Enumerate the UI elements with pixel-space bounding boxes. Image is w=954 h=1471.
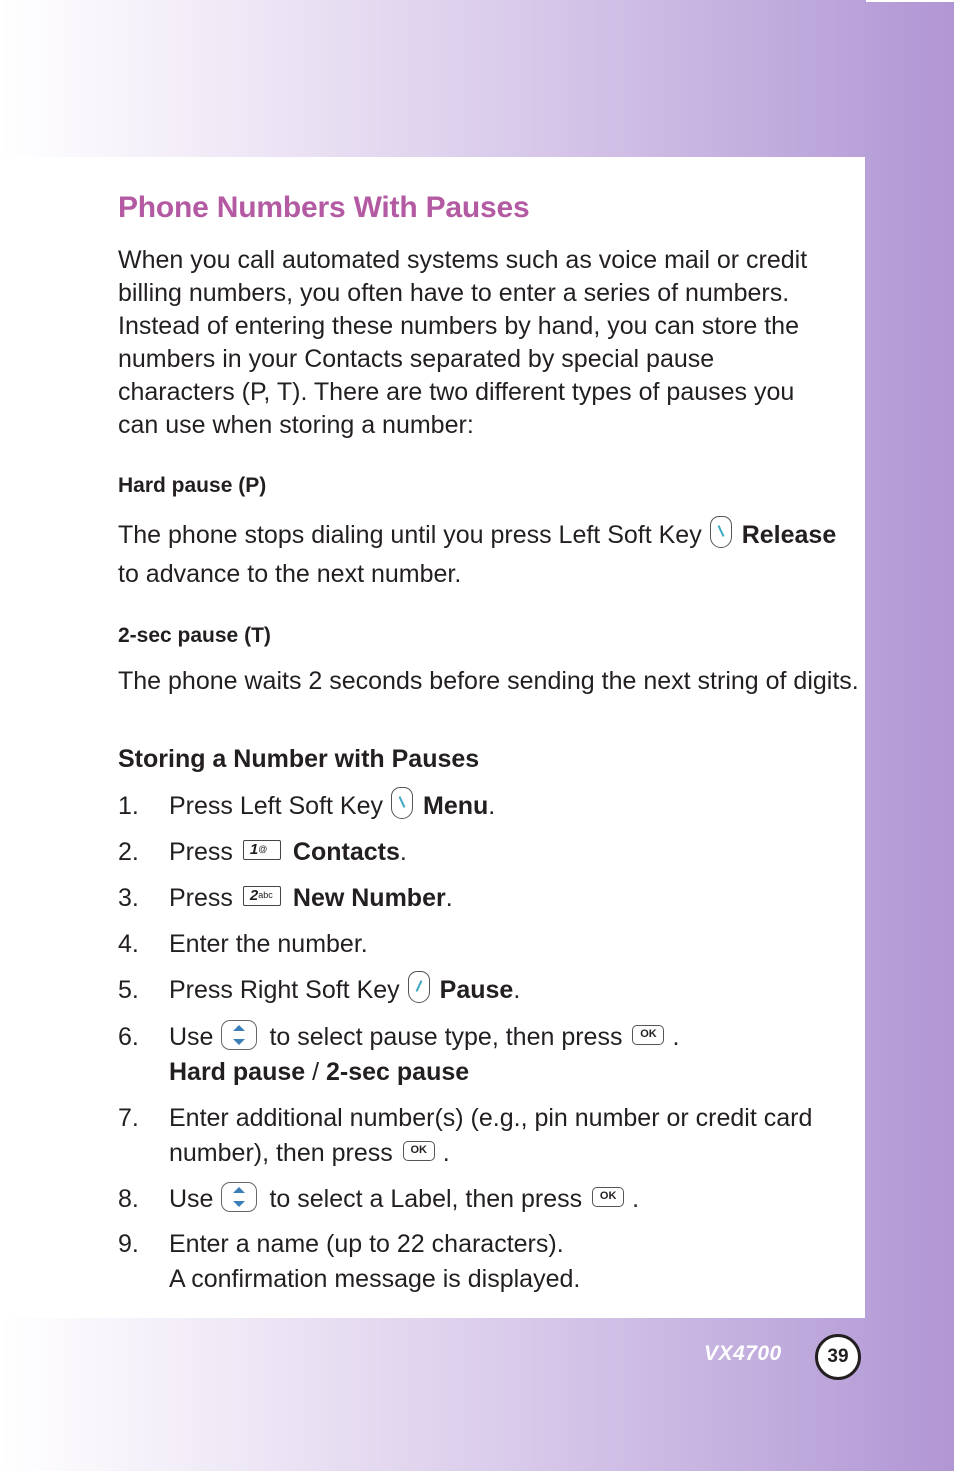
hard-pause-option: Hard pause — [169, 1058, 306, 1086]
page-title: Phone Numbers With Pauses — [118, 191, 530, 224]
key-2-sub: abc — [258, 890, 273, 901]
step-text-line2: A confirmation message is displayed. — [169, 1265, 581, 1293]
step-text: Press — [169, 838, 233, 866]
ok-key-icon: OK — [592, 1187, 624, 1207]
left-soft-key-icon — [391, 787, 413, 819]
step-punct: . — [399, 838, 407, 866]
step-punct: . — [442, 1139, 450, 1167]
step-text: Enter the number. — [169, 930, 368, 958]
step-text: Press — [169, 884, 233, 912]
step-text-middle: to select pause type, then press — [269, 1023, 623, 1051]
hard-pause-heading: Hard pause (P) — [118, 474, 267, 497]
hard-pause-text-after: to advance to the next number. — [118, 560, 462, 588]
option-separator: / — [305, 1058, 327, 1086]
step-punct: . — [488, 792, 496, 820]
step-text: Press Right Soft Key — [169, 976, 400, 1004]
step-text: Enter a name (up to 22 characters). — [169, 1230, 564, 1258]
step-punct: . — [513, 976, 521, 1004]
key-2-digit: 2 — [249, 887, 259, 905]
release-label: Release — [741, 521, 837, 549]
left-soft-key-icon — [710, 516, 732, 548]
key-1-digit: 1 — [249, 841, 259, 859]
step-number: 7. — [118, 1104, 139, 1132]
step-text-line2: number), then press — [169, 1139, 393, 1167]
two-sec-pause-option: 2-sec pause — [326, 1058, 470, 1086]
menu-label: Menu — [423, 792, 489, 820]
step-text: Use — [169, 1023, 214, 1051]
ok-key-icon: OK — [403, 1141, 435, 1161]
key-2-icon — [243, 886, 281, 906]
step-text: Enter additional number(s) (e.g., pin number or credit card — [169, 1104, 813, 1132]
two-sec-pause-heading: 2-sec pause (T) — [118, 624, 271, 647]
model-name: VX4700 — [704, 1342, 782, 1365]
step-text-middle: to select a Label, then press — [269, 1185, 583, 1213]
right-color-strip — [865, 0, 954, 1471]
hard-pause-text — [118, 516, 838, 594]
step-punct: . — [672, 1023, 680, 1051]
nav-key-icon — [221, 1020, 257, 1050]
new-number-label: New Number — [292, 884, 446, 912]
intro-paragraph: When you call automated systems such as voice mail or credit billing numbers, you often have to enter a series of numbers. Instead of entering these numbers by hand, you can store the numbers in your Contacts separated by special pause characters (P, T). There are two different types of pauses you can use when storing a number: — [118, 246, 808, 439]
key-1-icon — [243, 840, 281, 860]
page-content — [118, 188, 859, 1293]
two-sec-pause-text: The phone waits 2 seconds before sending the next string of digits. — [118, 667, 859, 695]
step-number: 9. — [118, 1230, 139, 1258]
step-number: 3. — [118, 884, 139, 912]
step-number: 4. — [118, 930, 139, 958]
key-1-sub: @ — [258, 844, 268, 855]
top-border-line — [866, 0, 954, 2]
hard-pause-text-before: The phone stops dialing until you press Left Soft Key — [118, 521, 702, 549]
page-number: 39 — [815, 1334, 861, 1380]
ok-key-icon: OK — [632, 1025, 664, 1045]
storing-heading: Storing a Number with Pauses — [118, 745, 480, 773]
step-text: Press Left Soft Key — [169, 792, 383, 820]
step-number: 5. — [118, 976, 139, 1004]
step-number: 1. — [118, 792, 139, 820]
step-number: 6. — [118, 1023, 139, 1051]
right-soft-key-icon — [408, 971, 430, 1003]
step-number: 2. — [118, 838, 139, 866]
step-number: 8. — [118, 1185, 139, 1213]
step-punct: . — [632, 1185, 640, 1213]
step-text: Use — [169, 1185, 214, 1213]
nav-key-icon — [221, 1182, 257, 1212]
step-punct: . — [445, 884, 453, 912]
pause-label: Pause — [439, 976, 514, 1004]
contacts-label: Contacts — [292, 838, 400, 866]
